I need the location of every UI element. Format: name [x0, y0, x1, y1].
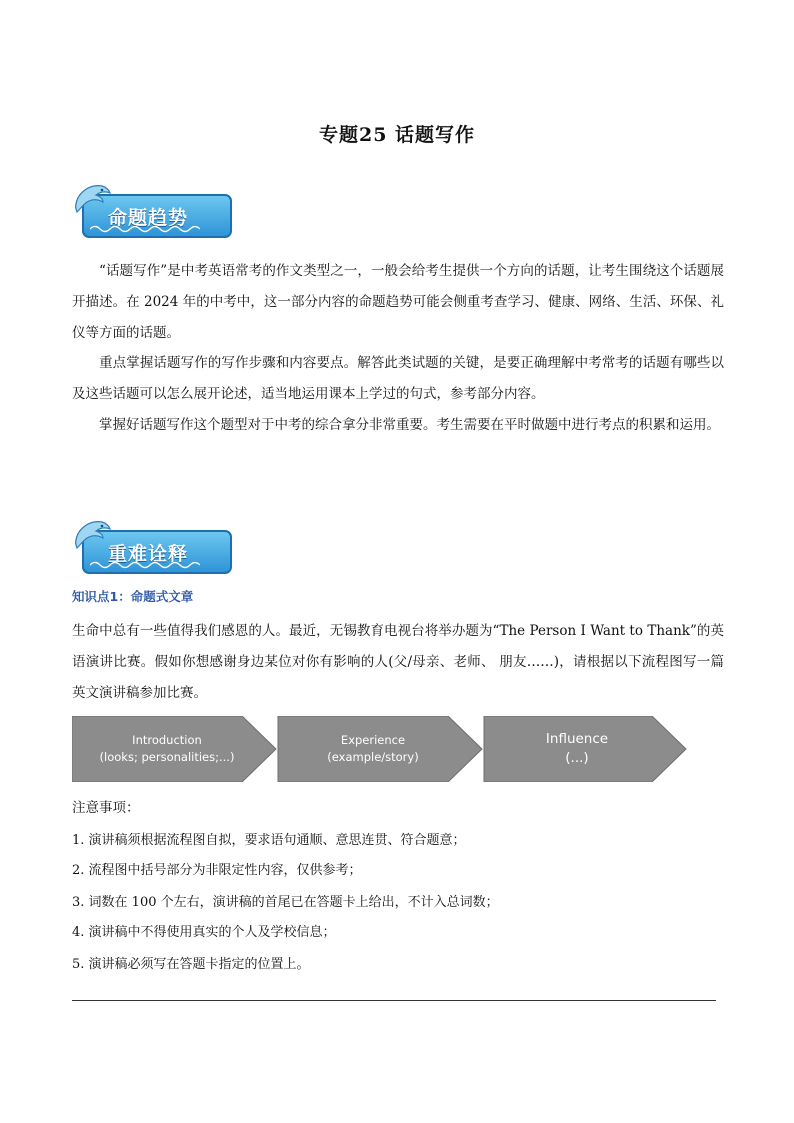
flow-step-title: Influence	[545, 731, 609, 747]
dolphin-icon	[72, 182, 112, 216]
flow-step-experience	[278, 716, 468, 782]
divider-line	[72, 1000, 716, 1001]
dolphin-icon	[72, 518, 112, 552]
note-item: 3. 词数在 100 个左右，演讲稿的首尾已在答题卡上给出，不计入总词数；	[72, 895, 499, 910]
flowchart	[72, 716, 692, 782]
flow-step-detail: (...)	[565, 750, 589, 766]
note-item: 5. 演讲稿必须写在答题卡指定的位置上。	[72, 957, 310, 972]
note-item: 2. 流程图中括号部分为非限定性内容，仅供参考；	[72, 863, 362, 878]
flow-step-influence	[484, 716, 670, 782]
flow-step-introduction	[72, 716, 262, 782]
banner-label: 重难诠释	[108, 543, 189, 565]
page-title: 专题25 话题写作	[318, 124, 476, 146]
flow-step-detail: (example/story)	[327, 750, 419, 764]
section-banner-focus	[72, 518, 237, 574]
note-item: 1. 演讲稿须根据流程图自拟，要求语句通顺、意思连贯、符合题意；	[72, 833, 466, 848]
wave-decoration-icon	[90, 224, 200, 234]
wave-decoration-icon	[90, 560, 200, 570]
flow-step-detail: (looks; personalities;...)	[99, 750, 235, 764]
task-description: 生命中总有一些值得我们感恩的人。最近，无锡教育电视台将举办题为“The Person I Want to Thank”的英语演讲比赛。假如你想感谢身边某位对你有影响的人(父/母亲、老师、 朋友……)，请根据以下流程图写一篇英文演讲稿参加比赛。	[72, 623, 724, 701]
intro-paragraph-2: 重点掌握话题写作的写作步骤和内容要点。解答此类试题的关键，是要正确理解中考常考的话题有哪些以及这些话题可以怎么展开论述，适当地运用课本上学过的句式，参考部分内容。	[72, 355, 724, 402]
flow-step-title: Introduction	[132, 733, 202, 747]
note-item: 4. 演讲稿中不得使用真实的个人及学校信息；	[72, 925, 336, 940]
flow-step-title: Experience	[340, 733, 406, 747]
knowledge-point-heading: 知识点1：命题式文章	[72, 589, 194, 604]
banner-label: 命题趋势	[108, 207, 189, 229]
notes-heading: 注意事项：	[72, 800, 140, 816]
intro-paragraph-3: 掌握好话题写作这个题型对于中考的综合拿分非常重要。考生需要在平时做题中进行考点的积累和运用。	[99, 417, 720, 433]
section-banner-trend	[72, 182, 237, 238]
intro-paragraph-1: “话题写作”是中考英语常考的作文类型之一，一般会给考生提供一个方向的话题，让考生围绕这个话题展开描述。在 2024 年的中考中，这一部分内容的命题趋势可能会侧重考查学习、健康、网络、生活、环保、礼仪等方面的话题。	[72, 263, 724, 341]
